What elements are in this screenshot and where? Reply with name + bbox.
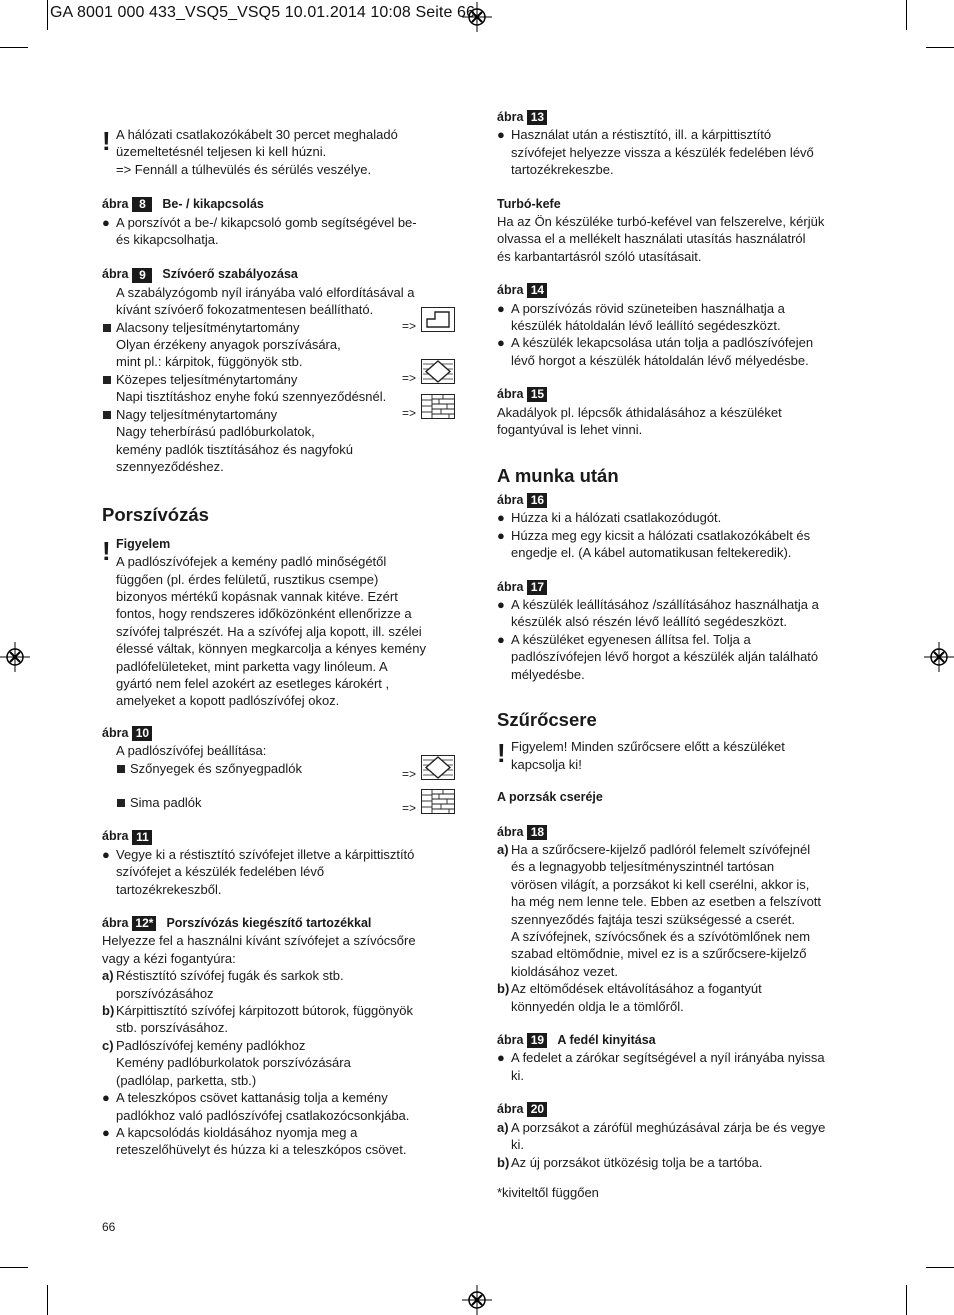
list-item: ● A készülék leállításához /szállításához használhatja a készülék alsó részén lévő leállító segédeszközt. xyxy=(497,596,819,630)
crop-mark xyxy=(906,1285,907,1315)
figure-15-heading: ábra 15 xyxy=(497,386,867,403)
figure-number-badge: 12* xyxy=(132,916,156,931)
page-number: 66 xyxy=(102,1220,116,1234)
list-item: ● Használat után a réstisztító, ill. a kárpittisztító szívófejet helyezze vissza a készülék fedelében lévő tartozékrekeszbe. xyxy=(497,127,814,178)
section-heading-after-work: A munka után xyxy=(497,464,619,486)
figure-number-badge: 18 xyxy=(527,825,547,840)
figure-11-heading: ábra 11 xyxy=(102,828,462,845)
list-item-b: b) Az eltömődések eltávolításához a fogantyút könnyedén oldja le a tömlőről. xyxy=(497,981,762,1014)
arrow-label: => xyxy=(402,801,417,815)
figure-number-badge: 13 xyxy=(527,110,547,125)
hard-floor-icon xyxy=(421,394,455,419)
figure-19-heading: ábra 19 A fedél kinyitása xyxy=(497,1033,656,1048)
figure-9-heading: ábra 9 Szívóerő szabályozása xyxy=(102,267,298,282)
list-item-mid-power: Közepes teljesítménytartomány Napi tisztításhoz enyhe fokú szennyeződésnél. xyxy=(102,371,462,406)
paragraph: A szabályzógomb nyíl irányába való elfordításával a kívánt szívóerő fokozatmentesen beállítható. xyxy=(116,284,415,318)
list-item: ● A készülék lekapcsolása után tolja a padlószívófejen lévő horgot a készülék hátoldalán lévő mélyedésbe. xyxy=(497,335,814,368)
figure-number-badge: 14 xyxy=(527,283,547,298)
figure-8-heading: ábra 8 Be- / kikapcsolás xyxy=(102,197,264,212)
figure-number-badge: 19 xyxy=(527,1033,547,1048)
list-item-a: a) A porzsákot a zárófül meghúzásával zárja be és vegye ki. xyxy=(497,1119,826,1153)
crop-mark xyxy=(47,1285,48,1315)
footnote: *kiviteltől függően xyxy=(497,1184,599,1200)
section-heading-filter-change: Szűrőcsere xyxy=(497,708,597,730)
crop-mark xyxy=(926,47,954,48)
crop-mark xyxy=(47,0,48,30)
arrow-label: => xyxy=(402,371,417,385)
list-item: ● A fedelet a zárókar segítségével a nyíl irányába nyissa ki. xyxy=(497,1050,825,1083)
warning-cable: ! A hálózati csatlakozókábelt 30 percet meghaladó üzemeltetésnél teljesen ki kell húzni. => Fennáll a túlhevülés és sérülés veszélye. xyxy=(102,126,398,177)
registration-mark-icon xyxy=(0,642,30,672)
figure-20-heading: ábra 20 xyxy=(497,1101,867,1118)
figure-number-badge: 8 xyxy=(132,197,152,212)
list-item-c: c) Padlószívófej kemény padlókhoz Kemény padlóburkolatok porszívózására (padlólap, parketta, stb.) xyxy=(102,1037,351,1088)
list-item: ● Vegye ki a réstisztító szívófejet illetve a kárpittisztító szívófejet a készülék fedelében lévő tartozékrekeszből. xyxy=(102,846,415,897)
arrow-label: => xyxy=(402,319,417,333)
figure-18-heading: ábra 18 xyxy=(497,824,867,841)
figure-number-badge: 16 xyxy=(527,493,547,508)
figure-17-heading: ábra 17 xyxy=(497,579,867,596)
list-item-a: a) Réstisztító szívófej fugák és sarkok stb. porszívózásához xyxy=(102,968,344,1001)
figure-12-heading: ábra 12* Porszívózás kiegészítő tartozékkal xyxy=(102,916,372,931)
figure-13-heading: ábra 13 xyxy=(497,109,867,126)
arrow-label: => xyxy=(402,767,417,781)
crop-mark xyxy=(906,0,907,30)
hard-floor-icon xyxy=(421,789,455,814)
figure-number-badge: 17 xyxy=(527,580,547,595)
list-item: ● A porszívózás rövid szüneteiben használhatja a készülék hátoldalán lévő leállító segédeszközt. xyxy=(497,300,785,334)
right-column: ábra 13 ● Használat után a réstisztító, ill. a kárpittisztító szívófejet helyezze vissza a készülék fedelében lévő tartozékrekeszbe. Turbó-kefe Ha az Ön készüléke turbó-kefével van felszerelve, kérjük olvassa el a mellékelt használati utasítás használatról és karbantartásról szóló utasításait. ábra 14 ● A porszívózás rövid szüneteiben használhatja a készülék hátoldalán lévő leállító segédeszközt. ● A készülék lekapcsolása után tolja a padlószívófejen lévő horgot a készülék hátoldalán lévő mélyedésbe. ábra 15 Akadályok pl. lépcsők áthidalásához a készüléket fogantyúval is lehet vinni. A munka után ábra 16 ● Húzza ki a hálózati csatlakozódugót. ● Húzza meg egy kicsit a hálózati csatlakozókábelt és engedje el. (A kábel automatikusan feltekeredik). ábra 17 ● A készülék leállításához /szállításához használhatja a készülék alsó részén lévő leállító segédeszközt. ● A készüléket egyenesen állítsa fel. Tolja a padlószívófejen lévő horgot a készülék alján található mélyedésbe. Szűrőcsere ! Figyelem! Minden szűrőcsere előtt a készüléket kapcsolja ki! A porzsák cseréje ábra 18 a) Ha a szűrőcsere-kijelző padlóról felemelt szívófejnél és a legnagyobb teljesítményszintnél tartósan vörösen világít, a porzsákot ki kell cserélni, akkor is, ha még nem lenne tele. Ebben az esetben a felszívott szennyeződés fajtája teszi szükségessé a cserét. A szívófejnek, szívócsőnek és a szívótömlőnek nem szabad eltömődnie, mivel ez is a szűrőcsere-kijelző kioldásához vezet. b) Az eltömődések eltávolításához a fogantyút könnyedén oldja le a tömlőről. ábra 19 A fedél kinyitása ● A fedelet a zárókar segítségével a nyíl irányába nyissa ki. ábra 20 a) A porzsákot a zárófül meghúzásával zárja be és vegye ki. b) Az új porzsákot ütközésig tolja be a tartóba. *kiviteltől függően xyxy=(497,109,867,1201)
carpet-icon xyxy=(421,755,455,780)
list-item: ● A kapcsolódás kioldásához nyomja meg a reteszelőhüvelyt és húzza ki a teleszkópos csövet. xyxy=(102,1124,407,1158)
figure-number-badge: 10 xyxy=(132,726,152,741)
list-item: ● A készüléket egyenesen állítsa fel. Tolja a padlószívófejen lévő horgot a készülék alján található mélyedésbe. xyxy=(497,631,819,682)
list-item-high-power: Nagy teljesítménytartomány Nagy teherbírású padlóburkolatok, kemény padlók tisztításához és nagyfokú szennyeződéshez. xyxy=(102,406,462,476)
section-heading-vacuuming: Porszívózás xyxy=(102,504,209,526)
crop-mark xyxy=(0,47,28,48)
list-item-low-power: Alacsony teljesítménytartomány Olyan érzékeny anyagok porszívására, mint pl.: kárpitok, függönyök stb. xyxy=(102,319,462,371)
exclamation-icon: ! xyxy=(497,738,506,769)
crop-mark xyxy=(926,1267,954,1268)
arrow-label: => xyxy=(402,406,417,420)
list-item-hard-floor: Sima padlók xyxy=(116,794,462,811)
left-column: ! A hálózati csatlakozókábelt 30 percet meghaladó üzemeltetésnél teljesen ki kell húzni. => Fennáll a túlhevülés és sérülés veszélye. ábra 8 Be- / kikapcsolás ● A porszívót a be-/ kikapcsoló gomb segítségével be- és kikapcsolhatja. ábra 9 Szívóerő szabályozása A szabályzógomb nyíl irányába való elfordításával a kívánt szívóerő fokozatmentesen beállítható. Alacsony teljesítménytartomány Olyan érzékeny anyagok porszívására, mint pl.: kárpitok, függönyök stb. Közepes teljesítménytartomány Napi tisztításhoz enyhe fokú szennyeződésnél. Nagy teljesítménytartomány Nagy teherbírású padlóburkolatok, kemény padlók tisztításához és nagyfokú szennyeződéshez. Porszívózás ! Figyelem A padlószívófejek a kemény padló minőségétől függően (pl. érdes felületű, rusztikus csempe) bizonyos mértékű kopásnak vannak kitéve. Ezért fontos, hogy rendszeres időközönként ellenőrizze a szívófej talprészét. Ha a szívófej alja kopott, ill. szélei élessé váltak, könnyen megkarcolja a kényes kemény padlófelületeket, mint parketta vagy linóleum. A gyártó nem felel azokért az esetleges károkért , amelyeket a kopott padlószívófej okoz. ábra 10 A padlószívófej beállítása: Szőnyegek és szőnyegpadlók Sima padlók ábra 11 ● Vegye ki a réstisztító szívófejet illetve a kárpittisztító szívófejet a készülék fedelében lévő tartozékrekeszből. ábra 12* Porszívózás kiegészítő tartozékkal Helyezze fel a használni kívánt szívófejet a szívócsőre vagy a kézi fogantyúra: a) Réstisztító szívófej fugák és sarkok stb. porszívózásához b) Kárpittisztító szívófej kárpitozott bútorok, függönyök stb. porszívásához. c) Padlószívófej kemény padlókhoz Kemény padlóburkolatok porszívózására (padlólap, parketta, stb.) ● A teleszkópos csövet kattanásig tolja a kemény padlókhoz való padlószívófej csatlakozócsonkjába. ● A kapcsolódás kioldásához nyomja meg a reteszelőhüvelyt és húzza ki a teleszkópos csövet. xyxy=(102,126,462,1159)
subheading-turbo: Turbó-kefe xyxy=(497,196,561,211)
print-header: GA 8001 000 433_VSQ5_VSQ5 10.01.2014 10:08 Seite 66 xyxy=(50,4,475,21)
warning-filter: ! Figyelem! Minden szűrőcsere előtt a készüléket kapcsolja ki! xyxy=(497,738,785,772)
list-item-b: b) Az új porzsákot ütközésig tolja be a tartóba. xyxy=(497,1154,763,1170)
carpet-icon xyxy=(421,359,455,384)
registration-mark-icon xyxy=(924,642,954,672)
list-item: ● A porszívót a be-/ kikapcsoló gomb segítségével be- és kikapcsolhatja. xyxy=(102,214,417,248)
figure-number-badge: 20 xyxy=(527,1102,547,1117)
list-item: ● Húzza ki a hálózati csatlakozódugót. xyxy=(497,510,722,526)
paragraph: A padlószívófej beállítása: xyxy=(116,743,267,759)
figure-number-badge: 9 xyxy=(132,268,152,283)
crop-mark xyxy=(0,1267,28,1268)
figure-14-heading: ábra 14 xyxy=(497,282,867,299)
warning-floor-head: ! Figyelem A padlószívófejek a kemény padló minőségétől függően (pl. érdes felületű, rusztikus csempe) bizonyos mértékű kopásnak vannak kitéve. Ezért fontos, hogy rendszeres időközönként ellenőrizze a szívófej talprészét. Ha a szívófej alja kopott, ill. szélei élessé váltak, könnyen megkarcolja a kényes kemény padlófelületeket, mint parketta vagy linóleum. A gyártó nem felel azokért az esetleges károkért , amelyeket a kopott padlószívófej okoz. xyxy=(102,535,426,709)
upholstery-icon xyxy=(421,307,455,332)
list-item-b: b) Kárpittisztító szívófej kárpitozott bútorok, függönyök stb. porszívásához. xyxy=(102,1003,413,1036)
figure-number-badge: 11 xyxy=(132,830,152,845)
exclamation-icon: ! xyxy=(102,126,111,156)
list-item: ● Húzza meg egy kicsit a hálózati csatlakozókábelt és engedje el. (A kábel automatikusan feltekeredik). xyxy=(497,527,811,561)
figure-10-heading: ábra 10 xyxy=(102,725,462,742)
list-item: ● A teleszkópos csövet kattanásig tolja a kemény padlókhoz való padlószívófej csatlakozócsonkjába. xyxy=(102,1090,410,1123)
figure-16-heading: ábra 16 xyxy=(497,492,867,509)
registration-mark-icon xyxy=(462,1285,492,1315)
subheading-dust-bag: A porzsák cseréje xyxy=(497,790,603,805)
exclamation-icon: ! xyxy=(102,535,111,566)
list-item-a: a) Ha a szűrőcsere-kijelző padlóról felemelt szívófejnél és a legnagyobb teljesítményszintnél tartósan vörösen világít, a porzsákot ki kell cserélni, akkor is, ha még nem lenne tele. Ebben az esetben a felszívott szennyeződés fajtája teszi szükségessé a cserét. A szívófejnek, szívócsőnek és a szívótömlőnek nem szabad eltömődnie, mivel ez is a szűrőcsere-kijelző kioldásához vezet. xyxy=(497,842,822,979)
list-item-carpet: Szőnyegek és szőnyegpadlók xyxy=(116,760,462,777)
figure-number-badge: 15 xyxy=(527,387,547,402)
